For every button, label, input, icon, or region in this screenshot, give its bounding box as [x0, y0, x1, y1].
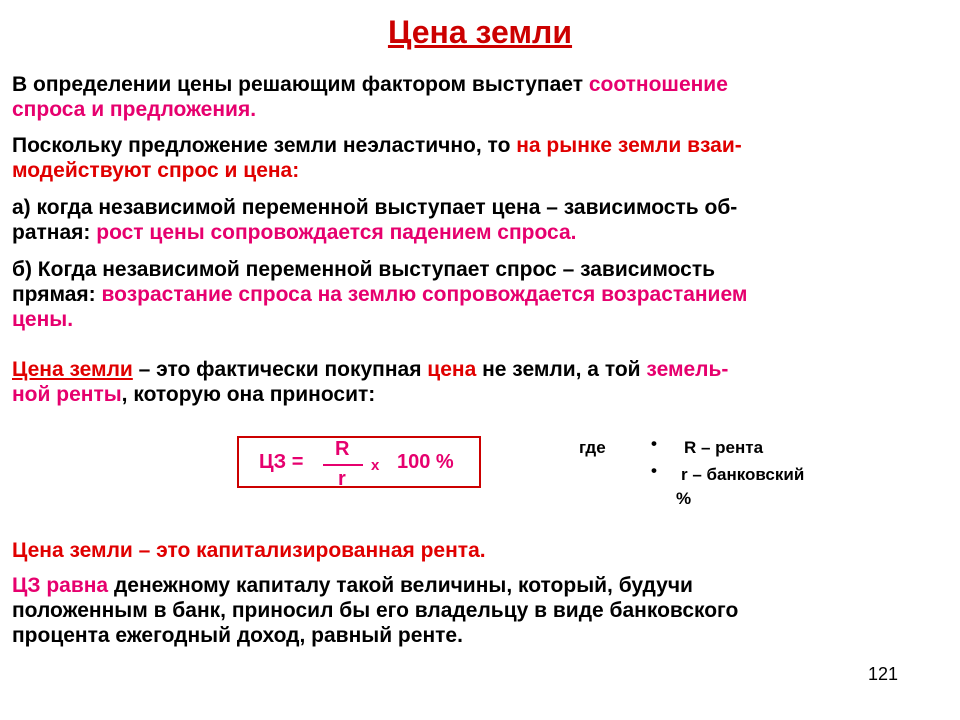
bullet-icon: • [651, 434, 657, 453]
slide-title: Цена земли [387, 14, 573, 50]
paragraph-text: ратная: [12, 221, 97, 244]
fraction-bar [323, 464, 363, 466]
paragraph-land-price-equals [12, 573, 952, 648]
highlight-text: спроса и предложения. [12, 98, 257, 121]
paragraph-price-factor [12, 72, 952, 122]
paragraph-text: – это фактически покупная [132, 358, 428, 381]
term-land-price: Цена земли [12, 358, 133, 381]
highlight-text: ЦЗ равна [12, 574, 109, 597]
multiply-sign: х [371, 457, 380, 474]
paragraph-text: Поскольку предложение земли неэластично, то [12, 134, 517, 157]
paragraph-text: денежному капиталу такой величины, который, будучи [108, 574, 693, 597]
paragraph-land-price-definition [12, 357, 952, 407]
highlight-text: земель- [646, 358, 729, 381]
formula-denominator: r [338, 468, 346, 490]
paragraph-inverse-dependence [12, 195, 952, 245]
paragraph-text: б) Когда независимой переменной выступает спрос – зависимость [12, 258, 716, 281]
paragraph-text: а) когда независимой переменной выступает цена – зависимость об- [12, 196, 738, 219]
where-label: где [579, 438, 606, 457]
highlight-text: рост цены сопровождается падением спроса. [96, 221, 577, 244]
paragraph-text: , которую она приносит: [121, 383, 376, 406]
formula-percent: 100 % [397, 451, 454, 473]
paragraph-text: положенным в банк, приносил бы его владельцу в виде банковского [12, 599, 739, 622]
page-number: 121 [868, 664, 899, 684]
formula-label: ЦЗ = [259, 451, 304, 473]
highlight-text: ной ренты [12, 383, 122, 406]
paragraph-inelastic-supply [12, 133, 952, 183]
highlight-text: модействуют спрос и цена: [12, 159, 300, 182]
paragraph-capitalized-rent: Цена земли – это капитализированная рента. [12, 539, 486, 562]
paragraph-text: В определении цены решающим фактором выступает [12, 73, 589, 96]
highlight-text: цена [427, 358, 477, 381]
bullet-icon: • [651, 461, 657, 480]
highlight-text: цены. [12, 308, 74, 331]
paragraph-direct-dependence [12, 257, 952, 332]
legend-item-bank-rate: r – банковский [681, 465, 805, 484]
formula-numerator: R [335, 438, 350, 460]
legend-item-percent: % [676, 489, 692, 508]
highlight-text: возрастание спроса на землю сопровождается возрастанием [101, 283, 748, 306]
paragraph-text: не земли, а той [476, 358, 647, 381]
legend-item-rent: R – рента [684, 438, 764, 457]
paragraph-text: прямая: [12, 283, 102, 306]
paragraph-text: процента ежегодный доход, равный ренте. [12, 624, 463, 647]
formula-box [237, 436, 481, 488]
highlight-text: соотношение [588, 73, 728, 96]
highlight-text: на рынке земли взаи- [516, 134, 742, 157]
